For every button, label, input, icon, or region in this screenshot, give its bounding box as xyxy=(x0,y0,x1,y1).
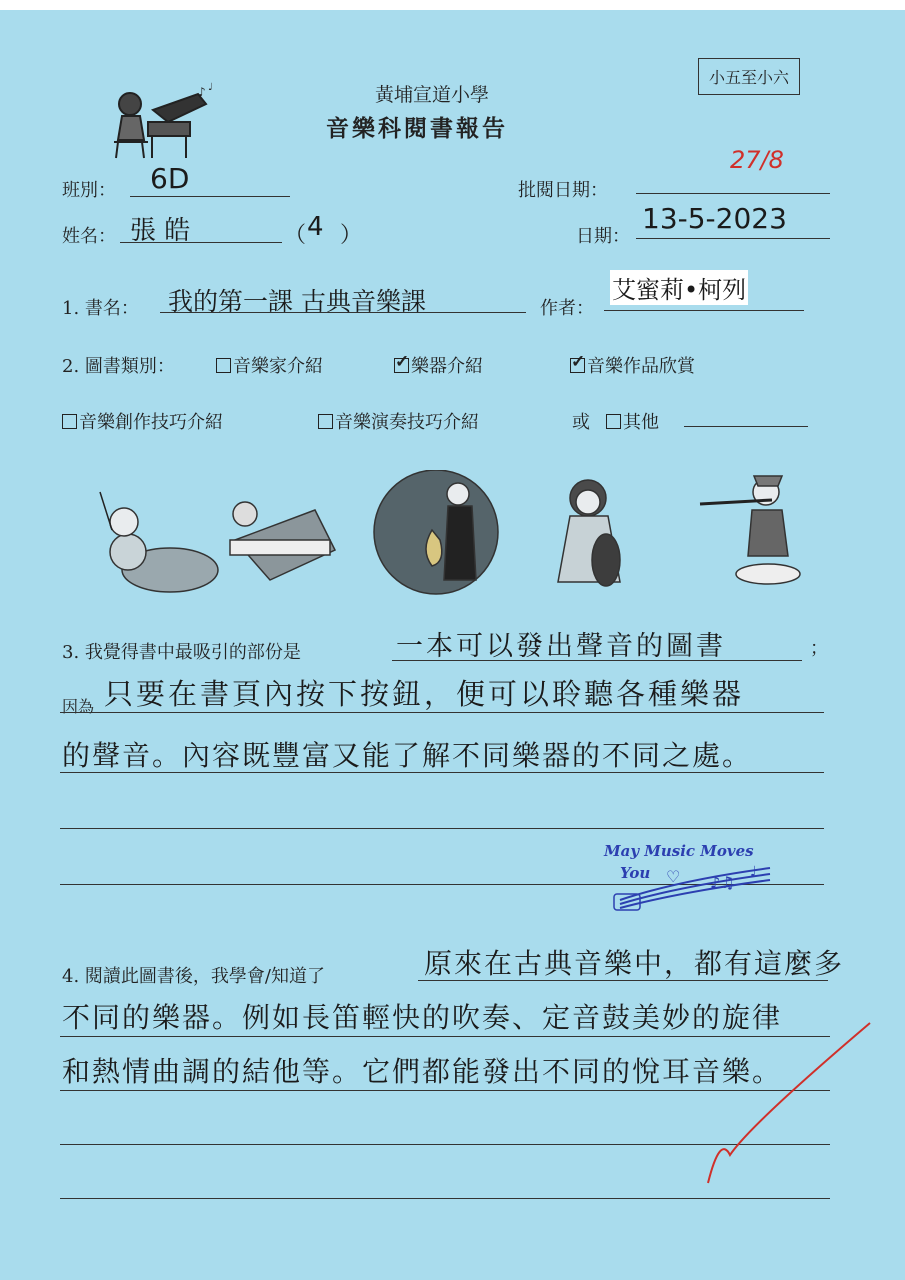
book-title: 我的第一課 古典音樂課 xyxy=(168,287,426,316)
q3-underline-3 xyxy=(60,828,824,829)
category-option: 其他 xyxy=(606,408,659,434)
school-name: 黃埔宣道小學 xyxy=(375,84,490,106)
author-name: 艾蜜莉•柯列 xyxy=(610,270,748,305)
music-notes-icon xyxy=(600,838,790,918)
q3-line-1: 只要在書頁內按下按鈕，便可以聆聽各種樂器 xyxy=(104,677,745,711)
pianist-logo-icon xyxy=(108,82,218,162)
svg-text:♩: ♩ xyxy=(208,82,213,93)
q4-line-1: 不同的樂器。例如長笛輕快的吹奏、定音鼓美妙的旋律 xyxy=(62,1001,783,1034)
because-label: 因為 xyxy=(62,697,95,716)
music-stamp xyxy=(600,838,790,918)
author-underline xyxy=(604,310,804,311)
student-no-open: （ xyxy=(284,223,307,248)
student-name: 張 皓 xyxy=(130,216,191,246)
q4-underline-0 xyxy=(418,980,828,981)
name-underline xyxy=(120,242,282,243)
stamp-text-2: You xyxy=(620,864,651,882)
category-option: 音樂演奏技巧介紹 xyxy=(318,408,479,434)
q3-underline-2 xyxy=(60,772,824,773)
category-option: 音樂創作技巧介紹 xyxy=(62,408,223,434)
teacher-check-icon xyxy=(700,1015,880,1190)
review-date-label: 批閱日期： xyxy=(518,180,608,201)
q4-line-2: 和熱情曲調的結他等。它們都能發出不同的悅耳音樂。 xyxy=(62,1055,783,1088)
name-label: 姓名： xyxy=(62,226,116,247)
musicians-illustration-icon xyxy=(60,470,840,600)
q3-semicolon: ； xyxy=(810,638,828,659)
checkbox-other[interactable] xyxy=(606,414,621,429)
q4-prompt: 4. 閱讀此圖書後，我學會/知道了 xyxy=(62,966,325,987)
checkbox-composition[interactable] xyxy=(62,414,77,429)
teacher-mark: 27/8 xyxy=(730,146,784,174)
stamp-text-1: May Music Moves xyxy=(604,842,754,860)
category-option: ✓ 樂器介紹 xyxy=(394,352,483,378)
date-value: 13-5-2023 xyxy=(642,202,787,235)
q4-first-line: 原來在古典音樂中，都有這麼多 xyxy=(424,947,845,980)
or-label: 或 xyxy=(572,412,590,433)
page-title: 音樂科閱書報告 xyxy=(326,115,508,142)
svg-text:♪♫: ♪♫ xyxy=(710,873,735,892)
date-underline xyxy=(636,238,830,239)
q3-line-2: 的聲音。內容既豐富又能了解不同樂器的不同之處。 xyxy=(62,739,753,772)
date-label: 日期： xyxy=(576,226,630,247)
q3-answer: 一本可以發出聲音的圖書 xyxy=(396,631,726,662)
category-option: ✓ 音樂作品欣賞 xyxy=(570,352,695,378)
book-title-underline xyxy=(160,312,526,313)
svg-text:♡: ♡ xyxy=(666,867,681,886)
q2-label: 2. 圖書類別： xyxy=(62,356,175,377)
grade-level-box: 小五至小六 xyxy=(698,58,800,95)
q3-prompt: 3. 我覺得書中最吸引的部份是 xyxy=(62,642,301,663)
q3-underline-1 xyxy=(60,712,824,713)
checkbox-instrument[interactable] xyxy=(394,358,409,373)
author-label: 作者： xyxy=(540,298,594,319)
category-option: 音樂家介紹 xyxy=(216,352,323,378)
q4-underline-4 xyxy=(60,1198,830,1199)
checkbox-appreciation[interactable] xyxy=(570,358,585,373)
class-underline xyxy=(130,196,290,197)
q1-label: 1. 書名： xyxy=(62,298,139,319)
svg-text:♪: ♪ xyxy=(198,85,206,99)
q3-answer-underline xyxy=(392,660,802,661)
review-date-underline xyxy=(636,193,830,194)
checkbox-performance[interactable] xyxy=(318,414,333,429)
class-label: 班別： xyxy=(62,180,116,201)
student-no-close: ） xyxy=(340,223,363,248)
class-value: 6D xyxy=(150,162,190,195)
other-underline xyxy=(684,426,808,427)
checkbox-musician[interactable] xyxy=(216,358,231,373)
student-no: 4 xyxy=(307,212,324,242)
svg-text:♩: ♩ xyxy=(750,864,757,880)
